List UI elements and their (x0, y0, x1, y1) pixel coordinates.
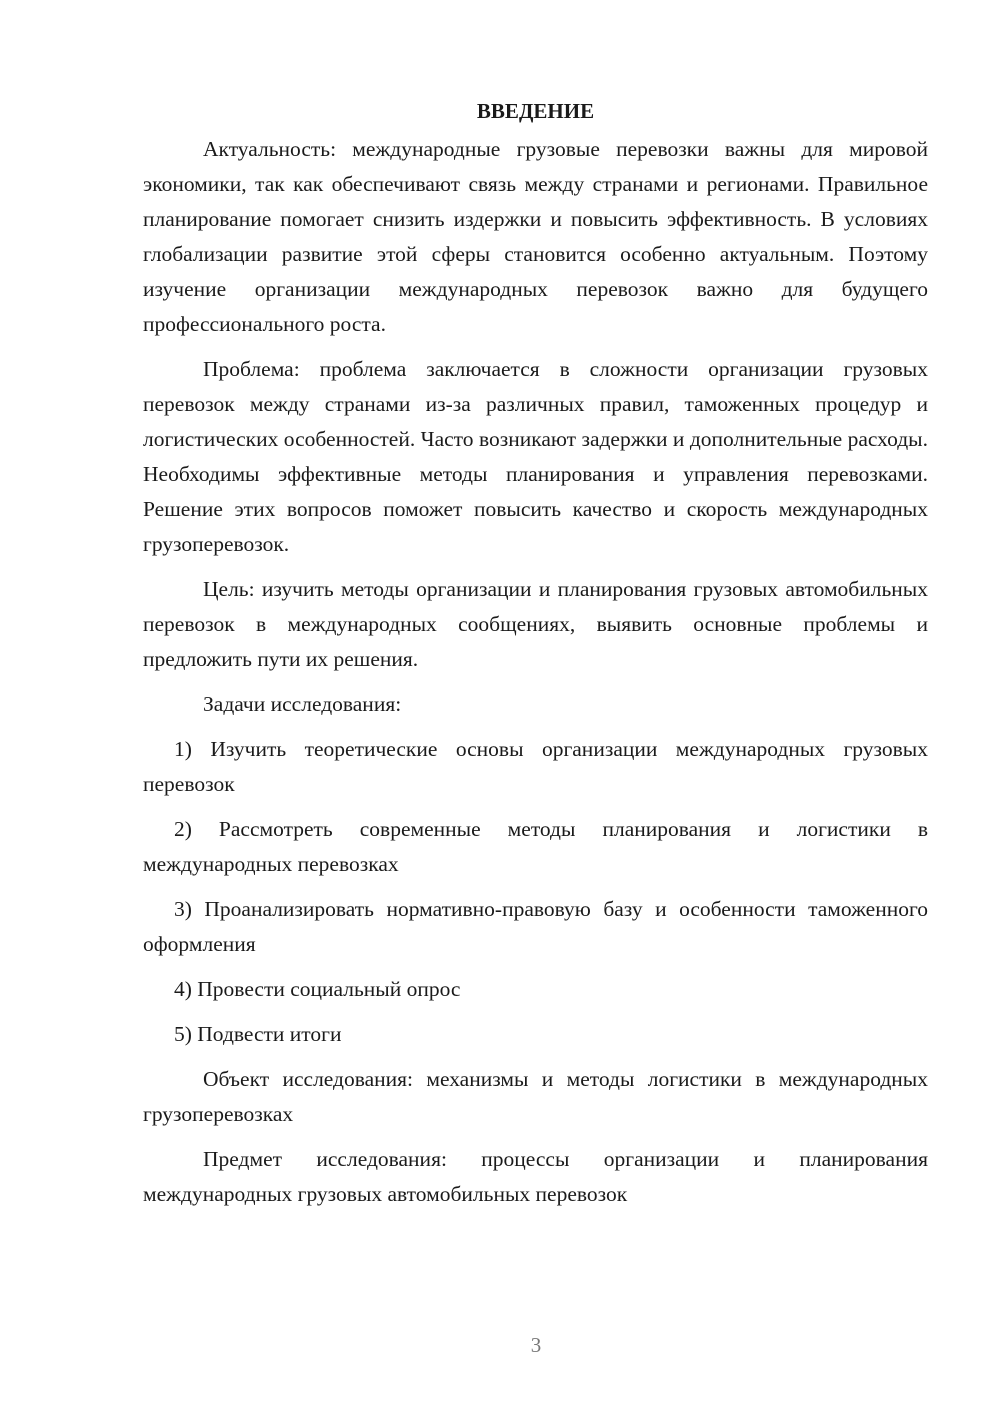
task-item: 1) Изучить теоретические основы организации международных грузовых перевозок (143, 737, 928, 796)
object-paragraph: Объект исследования: механизмы и методы логистики в международных грузоперевозках (143, 1067, 928, 1126)
page-content (143, 97, 928, 1222)
subject-paragraph: Предмет исследования: процессы организации и планирования международных грузовых автомобильных перевозок (143, 1147, 928, 1206)
problem-paragraph: Проблема: проблема заключается в сложности организации грузовых перевозок между странами из-за различных правил, таможенных процедур и логистических особенностей. Часто возникают задержки и дополнительные расходы. Необходимы эффективные методы планирования и управления перевозками. Решение этих вопросов поможет повысить качество и скорость международных грузоперевозок. (143, 357, 928, 556)
relevance-paragraph: Актуальность: международные грузовые перевозки важны для мировой экономики, так как обеспечивают связь между странами и регионами. Правильное планирование помогает снизить издержки и повысить эффективность. В условиях глобализации развитие этой сферы становится особенно актуальным. Поэтому изучение организации международных перевозок важно для будущего профессионального роста. (143, 137, 928, 336)
task-item: 5) Подвести итоги (174, 1022, 342, 1046)
task-item: 2) Рассмотреть современные методы планирования и логистики в международных перевозках (143, 817, 928, 876)
task-item: 4) Провести социальный опрос (174, 977, 461, 1001)
goal-paragraph: Цель: изучить методы организации и планирования грузовых автомобильных перевозок в международных сообщениях, выявить основные проблемы и предложить пути их решения. (143, 577, 928, 671)
page-number: 3 (530, 1333, 542, 1357)
section-heading: ВВЕДЕНИЕ (476, 99, 595, 123)
task-item: 3) Проанализировать нормативно-правовую базу и особенности таможенного оформления (143, 897, 928, 956)
tasks-heading: Задачи исследования: (203, 692, 402, 716)
